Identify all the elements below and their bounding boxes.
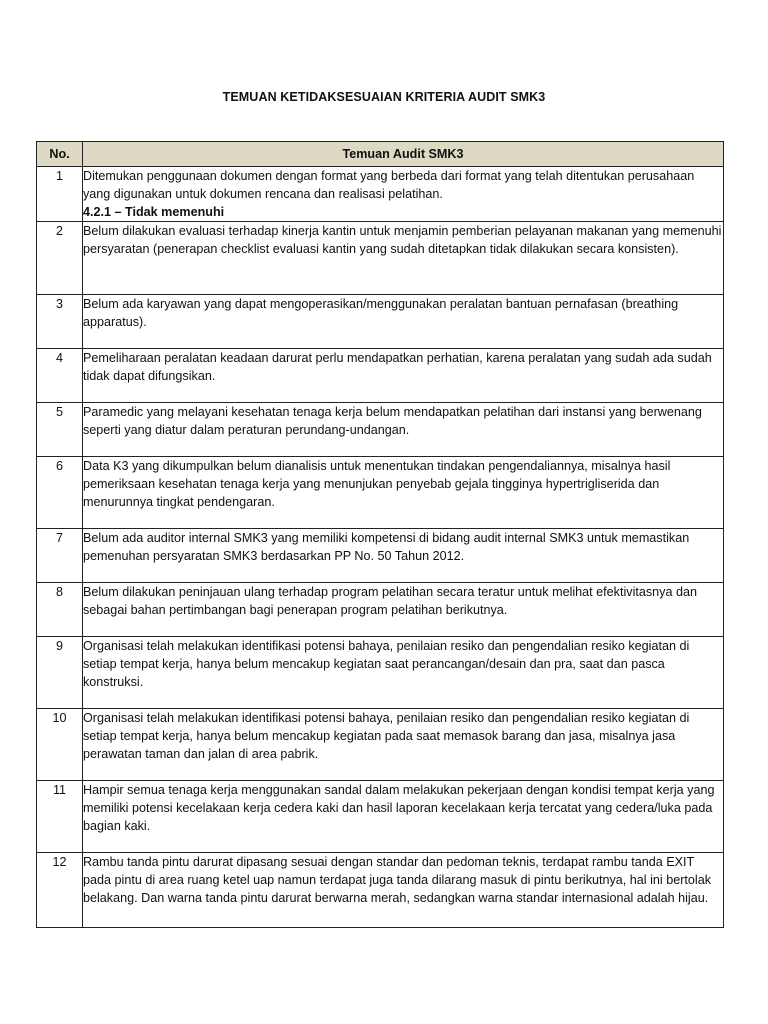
finding-text: Paramedic yang melayani kesehatan tenaga kerja belum mendapatkan pelatihan dari instansi yang berwenang seperti yang diatur dalam peraturan perundang-undangan. — [83, 405, 702, 437]
table-row — [37, 709, 724, 781]
table-row — [37, 781, 724, 853]
table-header-row — [37, 142, 724, 167]
table-row — [37, 295, 724, 349]
clause-reference: 4.2.1 – Tidak memenuhi — [83, 205, 225, 219]
finding-text: Belum ada karyawan yang dapat mengoperasikan/menggunakan peralatan bantuan pernafasan (breathing apparatus). — [83, 297, 679, 329]
table-row — [37, 403, 724, 457]
finding-cell — [83, 457, 724, 529]
row-number: 3 — [37, 295, 83, 349]
finding-text: Pemeliharaan peralatan keadaan darurat perlu mendapatkan perhatian, karena peralatan yang sudah ada sudah tidak dapat difungsikan. — [83, 351, 712, 383]
row-number: 4 — [37, 349, 83, 403]
finding-text: Belum dilakukan evaluasi terhadap kinerja kantin untuk menjamin pemberian pelayanan makanan yang memenuhi persyaratan (penerapan checklist evaluasi kantin yang sudah ditetapkan tidak dilakukan secara konsisten). — [83, 224, 722, 256]
table-row — [37, 222, 724, 295]
finding-cell — [83, 583, 724, 637]
finding-cell — [83, 167, 724, 222]
finding-text: Organisasi telah melakukan identifikasi potensi bahaya, penilaian resiko dan pengendalian resiko kegiatan di setiap tempat kerja, hanya belum mencakup kegiatan saat perancangan/desain dan pra, saat dan pasca konstruksi. — [83, 639, 690, 689]
row-number: 12 — [37, 853, 83, 928]
finding-cell — [83, 637, 724, 709]
finding-cell — [83, 853, 724, 928]
finding-text: Belum ada auditor internal SMK3 yang memiliki kompetensi di bidang audit internal SMK3 untuk memastikan pemenuhan persyaratan SMK3 berdasarkan PP No. 50 Tahun 2012. — [83, 531, 690, 563]
row-number: 5 — [37, 403, 83, 457]
finding-text: Hampir semua tenaga kerja menggunakan sandal dalam melakukan pekerjaan dengan kondisi tempat kerja yang memiliki potensi kecelakaan kerja cedera kaki dan hasil laporan kecelakaan kerja tercatat yang cedera/luka pada bagian kaki. — [83, 783, 715, 833]
header-no: No. — [37, 142, 83, 167]
finding-text: Organisasi telah melakukan identifikasi potensi bahaya, penilaian resiko dan pengendalian resiko kegiatan di setiap tempat kerja, hanya belum mencakup kegiatan pada saat memasok barang dan jasa, misalnya jasa perawatan taman dan jalan di area pabrik. — [83, 711, 690, 761]
finding-text: Data K3 yang dikumpulkan belum dianalisis untuk menentukan tindakan pengendaliannya, misalnya hasil pemeriksaan kesehatan tenaga kerja yang menunjukan penyebab gejala tingginya hypertrigliserida dan menurunnya tingkat pendengaran. — [83, 459, 671, 509]
table-row — [37, 457, 724, 529]
finding-cell — [83, 295, 724, 349]
table-row — [37, 349, 724, 403]
table-row — [37, 529, 724, 583]
row-number: 6 — [37, 457, 83, 529]
table-row — [37, 637, 724, 709]
row-number: 10 — [37, 709, 83, 781]
finding-cell — [83, 781, 724, 853]
row-number: 9 — [37, 637, 83, 709]
table-row — [37, 167, 724, 222]
finding-text: Ditemukan penggunaan dokumen dengan format yang berbeda dari format yang telah ditentukan perusahaan yang digunakan untuk dokumen rencana dan realisasi pelatihan. — [83, 169, 695, 201]
row-number: 2 — [37, 222, 83, 295]
finding-cell — [83, 403, 724, 457]
row-number: 8 — [37, 583, 83, 637]
table-row — [37, 853, 724, 928]
finding-cell — [83, 529, 724, 583]
document-title: TEMUAN KETIDAKSESUAIAN KRITERIA AUDIT SMK3 — [222, 90, 546, 104]
audit-findings-table — [36, 141, 724, 928]
row-number: 7 — [37, 529, 83, 583]
finding-text: Belum dilakukan peninjauan ulang terhadap program pelatihan secara teratur untuk melihat efektivitasnya dan sebagai bahan pertimbangan bagi penerapan program pelatihan berikutnya. — [83, 585, 697, 617]
finding-cell — [83, 349, 724, 403]
row-number: 1 — [37, 167, 83, 222]
table-row — [37, 583, 724, 637]
finding-text: Rambu tanda pintu darurat dipasang sesuai dengan standar dan pedoman teknis, terdapat rambu tanda EXIT pada pintu di area ruang ketel uap namun terdapat juga tanda dilarang masuk di pintu berikutnya, hal ini bertolak belakang. Dan warna tanda pintu darurat berwarna merah, sedangkan warna standar internasional adalah hijau. — [83, 855, 712, 905]
header-finding: Temuan Audit SMK3 — [83, 142, 724, 167]
finding-cell — [83, 709, 724, 781]
row-number: 11 — [37, 781, 83, 853]
finding-cell — [83, 222, 724, 295]
